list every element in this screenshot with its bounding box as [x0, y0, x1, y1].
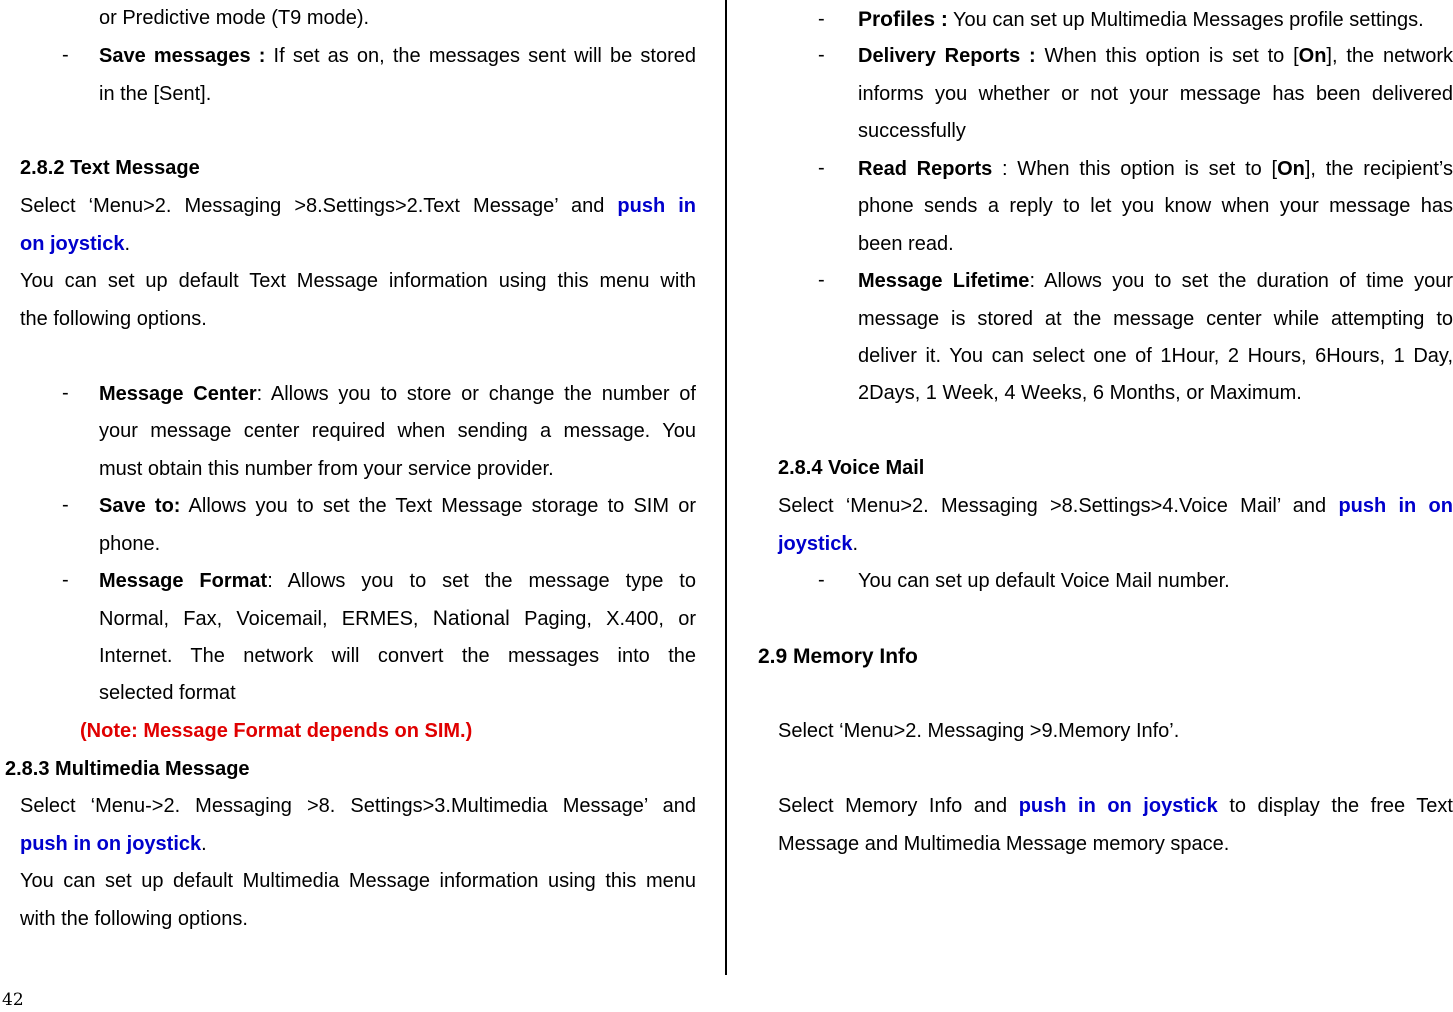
text-message-desc-cont: the following options.	[20, 308, 207, 330]
page-number: 42	[2, 990, 24, 1010]
text-message-select: Select ‘Menu>2. Messaging >8.Settings>2.Text Message’ and push in	[20, 195, 696, 217]
multimedia-desc-cont: with the following options.	[20, 908, 248, 930]
bullet-dash: -	[818, 157, 825, 179]
message-center-item: Message Center: Allows you to store or change the number of	[99, 383, 696, 405]
text-message-desc: You can set up default Text Message information using this menu with	[20, 270, 696, 292]
save-to-cont: phone.	[99, 533, 161, 555]
multimedia-heading: 2.8.3 Multimedia Message	[5, 758, 250, 780]
save-to-item: Save to: Allows you to set the Text Message storage to SIM or	[99, 495, 696, 517]
profiles-item: Profiles : You can set up Multimedia Messages profile settings.	[858, 8, 1424, 31]
text-message-select-cont: on joystick.	[20, 233, 131, 255]
bullet-dash: -	[62, 569, 69, 591]
delivery-reports-cont: informs you whether or not your message has been delivered	[858, 83, 1453, 105]
column-divider	[725, 0, 727, 975]
read-reports-item: Read Reports : When this option is set to [On], the recipient’s	[858, 158, 1453, 180]
message-center-cont: must obtain this number from your service provider.	[99, 458, 554, 480]
bullet-dash: -	[818, 8, 825, 30]
text-message-heading: 2.8.2 Text Message	[20, 157, 200, 179]
memory-info-desc-cont: Message and Multimedia Message memory space.	[778, 833, 1230, 855]
bullet-dash: -	[818, 269, 825, 291]
read-reports-cont: been read.	[858, 233, 954, 255]
voice-mail-select-cont: joystick.	[778, 533, 859, 555]
message-lifetime-item: Message Lifetime: Allows you to set the duration of time your	[858, 270, 1453, 292]
message-format-cont: Normal, Fax, Voicemail, ERMES, National Paging, X.400, or	[99, 607, 697, 630]
save-messages-item: Save messages : If set as on, the messages sent will be stored	[99, 45, 696, 67]
message-center-cont: your message center required when sending a message. You	[99, 420, 696, 442]
multimedia-desc: You can set up default Multimedia Message information using this menu	[20, 870, 696, 892]
delivery-reports-cont: successfully	[858, 120, 966, 142]
message-format-item: Message Format: Allows you to set the message type to	[99, 570, 696, 592]
bullet-dash: -	[62, 44, 69, 66]
sim-note: (Note: Message Format depends on SIM.)	[80, 720, 473, 742]
memory-info-desc: Select Memory Info and push in on joystick to display the free Text	[778, 795, 1453, 817]
memory-info-select: Select ‘Menu>2. Messaging >9.Memory Info’.	[778, 720, 1180, 742]
bullet-dash: -	[818, 44, 825, 66]
message-lifetime-cont: deliver it. You can select one of 1Hour, 2 Hours, 6Hours, 1 Day,	[858, 345, 1453, 367]
multimedia-select-cont: push in on joystick.	[20, 833, 207, 855]
save-messages-cont: in the [Sent].	[99, 83, 212, 105]
message-format-cont: Internet. The network will convert the messages into the	[99, 645, 696, 667]
t9-continuation: or Predictive mode (T9 mode).	[99, 7, 370, 29]
delivery-reports-item: Delivery Reports : When this option is set to [On], the network	[858, 45, 1453, 67]
bullet-dash: -	[62, 494, 69, 516]
voice-mail-select: Select ‘Menu>2. Messaging >8.Settings>4.Voice Mail’ and push in on	[778, 495, 1453, 517]
bullet-dash: -	[818, 569, 825, 591]
bullet-dash: -	[62, 382, 69, 404]
message-format-cont: selected format	[99, 682, 236, 704]
memory-info-heading: 2.9 Memory Info	[758, 645, 918, 668]
read-reports-cont: phone sends a reply to let you know when your message has	[858, 195, 1453, 217]
message-lifetime-cont: message is stored at the message center while attempting to	[858, 308, 1453, 330]
voice-mail-heading: 2.8.4 Voice Mail	[778, 457, 925, 479]
multimedia-select: Select ‘Menu->2. Messaging >8. Settings>3.Multimedia Message’ and	[20, 795, 696, 817]
message-lifetime-cont: 2Days, 1 Week, 4 Weeks, 6 Months, or Maximum.	[858, 382, 1302, 404]
voice-mail-item: You can set up default Voice Mail number.	[858, 570, 1230, 592]
